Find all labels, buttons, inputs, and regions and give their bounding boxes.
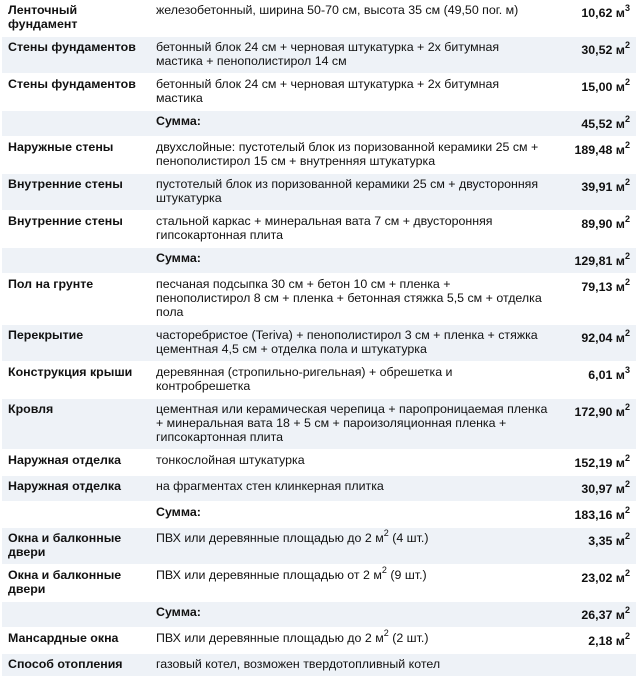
unit-superscript: 2 (624, 213, 630, 224)
table-row (2, 476, 636, 502)
row-description (152, 211, 552, 248)
sum-label (152, 502, 552, 528)
row-value (552, 174, 636, 211)
unit-superscript: 2 (624, 276, 630, 287)
row-description (152, 74, 552, 111)
row-name: Конструкция крыши (2, 362, 152, 399)
description-text: ПВХ или деревянные площадью от 2 м (156, 568, 382, 582)
unit-superscript: 2 (624, 401, 630, 412)
table-row (2, 137, 636, 174)
description-text: бетонный блок 24 см + черновая штукатурка + 2х битумная мастика (156, 77, 500, 105)
row-value (552, 628, 636, 654)
description-text: Сумма: (156, 114, 201, 128)
description-tail: (2 шт.) (388, 631, 429, 645)
unit-superscript: 2 (624, 567, 630, 578)
description-text: Сумма: (156, 605, 201, 619)
row-name: Ленточный фундамент (2, 0, 152, 37)
sum-label (152, 248, 552, 274)
row-value (552, 0, 636, 37)
table-row (2, 450, 636, 476)
row-description (152, 565, 552, 602)
sum-row (2, 248, 636, 274)
sum-label (152, 602, 552, 628)
description-text: ПВХ или деревянные площадью до 2 м (156, 531, 384, 545)
row-description (152, 528, 552, 565)
table-row (2, 211, 636, 248)
row-name (2, 602, 152, 628)
sum-row (2, 502, 636, 528)
description-tail: (9 шт.) (386, 568, 427, 582)
row-name: Наружная отделка (2, 450, 152, 476)
table-row (2, 0, 636, 37)
value-text: 45,52 м (581, 117, 625, 131)
value-text: 183,16 м (574, 508, 625, 522)
row-value (552, 74, 636, 111)
unit-superscript: 2 (624, 452, 630, 463)
description-text: Сумма: (156, 251, 201, 265)
row-name: Наружные стены (2, 137, 152, 174)
materials-table (2, 0, 636, 677)
unit-superscript: 2 (624, 630, 630, 641)
row-description (152, 399, 552, 450)
row-description (152, 628, 552, 654)
unit-superscript: 2 (624, 478, 630, 489)
description-text: цементная или керамическая черепица + паропроницаемая пленка + минеральная вата 18 + 5 см + пароизоляционная пленка + гипсокартонная плита (156, 402, 548, 444)
row-description (152, 450, 552, 476)
row-name: Способ отопления (2, 654, 152, 677)
value-text: 39,91 м (581, 180, 625, 194)
value-text: 30,97 м (581, 482, 625, 496)
value-text: 23,02 м (581, 571, 625, 585)
table-row (2, 399, 636, 450)
description-text: Сумма: (156, 505, 201, 519)
value-text: 92,04 м (581, 331, 625, 345)
description-text: песчаная подсыпка 30 см + бетон 10 см + пленка + пенополистирол 8 см + пленка + бетонная стяжка 5,5 см + отделка пола (156, 277, 542, 319)
unit-superscript: 3 (624, 2, 630, 13)
row-value (552, 362, 636, 399)
table-row (2, 362, 636, 399)
table-row (2, 274, 636, 325)
value-text: 26,37 м (581, 608, 625, 622)
row-description (152, 137, 552, 174)
unit-superscript: 2 (624, 76, 630, 87)
value-text: 30,52 м (581, 43, 625, 57)
description-tail: (4 шт.) (388, 531, 429, 545)
description-superscript: 2 (383, 627, 389, 638)
row-name: Пол на грунте (2, 274, 152, 325)
description-text: железобетонный, ширина 50-70 см, высота 35 см (49,50 пог. м) (156, 3, 519, 17)
value-text: 2,18 м (588, 634, 625, 648)
sum-row (2, 602, 636, 628)
row-name: Наружная отделка (2, 476, 152, 502)
description-text: двухслойные: пустотелый блок из поризованной керамики 25 см + пенополистирол 15 см + внутренняя штукатурка (156, 140, 539, 168)
row-description (152, 362, 552, 399)
description-text: стальной каркас + минеральная вата 7 см + двусторонняя гипсокартонная плита (156, 214, 493, 242)
sum-label (152, 111, 552, 137)
description-text: на фрагментах стен клинкерная плитка (156, 479, 384, 493)
unit-superscript: 2 (624, 139, 630, 150)
row-description (152, 174, 552, 211)
row-description (152, 476, 552, 502)
row-name (2, 502, 152, 528)
row-name: Внутренние стены (2, 211, 152, 248)
row-value (552, 654, 636, 677)
row-name (2, 248, 152, 274)
row-value (552, 325, 636, 362)
unit-superscript: 3 (624, 364, 630, 375)
value-text: 189,48 м (574, 143, 625, 157)
table-row (2, 628, 636, 654)
sum-value (552, 602, 636, 628)
value-text: 79,13 м (581, 280, 625, 294)
table-row (2, 528, 636, 565)
row-value (552, 137, 636, 174)
value-text: 10,62 м (581, 6, 625, 20)
row-value (552, 274, 636, 325)
description-text: тонкослойная штукатурка (156, 453, 305, 467)
row-description (152, 0, 552, 37)
row-name: Стены фундаментов (2, 74, 152, 111)
unit-superscript: 2 (624, 327, 630, 338)
row-name (2, 111, 152, 137)
materials-table-body (2, 0, 636, 677)
row-name: Внутренние стены (2, 174, 152, 211)
value-text: 6,01 м (588, 368, 625, 382)
value-text: 152,19 м (574, 456, 625, 470)
row-value (552, 37, 636, 74)
description-text: бетонный блок 24 см + черновая штукатурка + 2х битумная мастика + пенополистирол 14 см (156, 40, 500, 68)
table-row (2, 37, 636, 74)
description-text: газовый котел, возможен твердотопливный котел (156, 657, 441, 671)
row-description (152, 654, 552, 677)
sum-value (552, 248, 636, 274)
table-row (2, 565, 636, 602)
description-text: деревянная (стропильно-ригельная) + обрешетка и контробрешетка (156, 365, 453, 393)
table-row (2, 174, 636, 211)
sum-value (552, 502, 636, 528)
description-text: пустотелый блок из поризованной керамики 25 см + двусторонняя штукатурка (156, 177, 539, 205)
row-value (552, 211, 636, 248)
unit-superscript: 2 (624, 176, 630, 187)
row-value (552, 565, 636, 602)
row-name: Кровля (2, 399, 152, 450)
row-name: Перекрытие (2, 325, 152, 362)
value-text: 172,90 м (574, 405, 625, 419)
row-value (552, 528, 636, 565)
value-text: 129,81 м (574, 254, 625, 268)
row-value (552, 476, 636, 502)
row-name: Окна и балконные двери (2, 565, 152, 602)
row-description (152, 37, 552, 74)
description-superscript: 2 (383, 527, 389, 538)
description-text: часторебристое (Teriva) + пенополистирол 3 см + пленка + стяжка цементная 4,5 см + отделка пола и штукатурка (156, 328, 538, 356)
unit-superscript: 2 (624, 530, 630, 541)
row-value (552, 399, 636, 450)
table-row (2, 325, 636, 362)
sum-row (2, 111, 636, 137)
unit-superscript: 2 (624, 39, 630, 50)
value-text: 15,00 м (581, 80, 625, 94)
unit-superscript: 2 (624, 604, 630, 615)
value-text: 3,35 м (588, 534, 625, 548)
description-text: ПВХ или деревянные площадью до 2 м (156, 631, 384, 645)
row-name: Окна и балконные двери (2, 528, 152, 565)
row-name: Мансардные окна (2, 628, 152, 654)
unit-superscript: 2 (624, 250, 630, 261)
value-text: 89,90 м (581, 217, 625, 231)
table-row (2, 654, 636, 677)
row-name: Стены фундаментов (2, 37, 152, 74)
sum-value (552, 111, 636, 137)
unit-superscript: 2 (624, 504, 630, 515)
table-row (2, 74, 636, 111)
unit-superscript: 2 (624, 113, 630, 124)
row-description (152, 325, 552, 362)
row-description (152, 274, 552, 325)
description-superscript: 2 (381, 564, 387, 575)
row-value (552, 450, 636, 476)
